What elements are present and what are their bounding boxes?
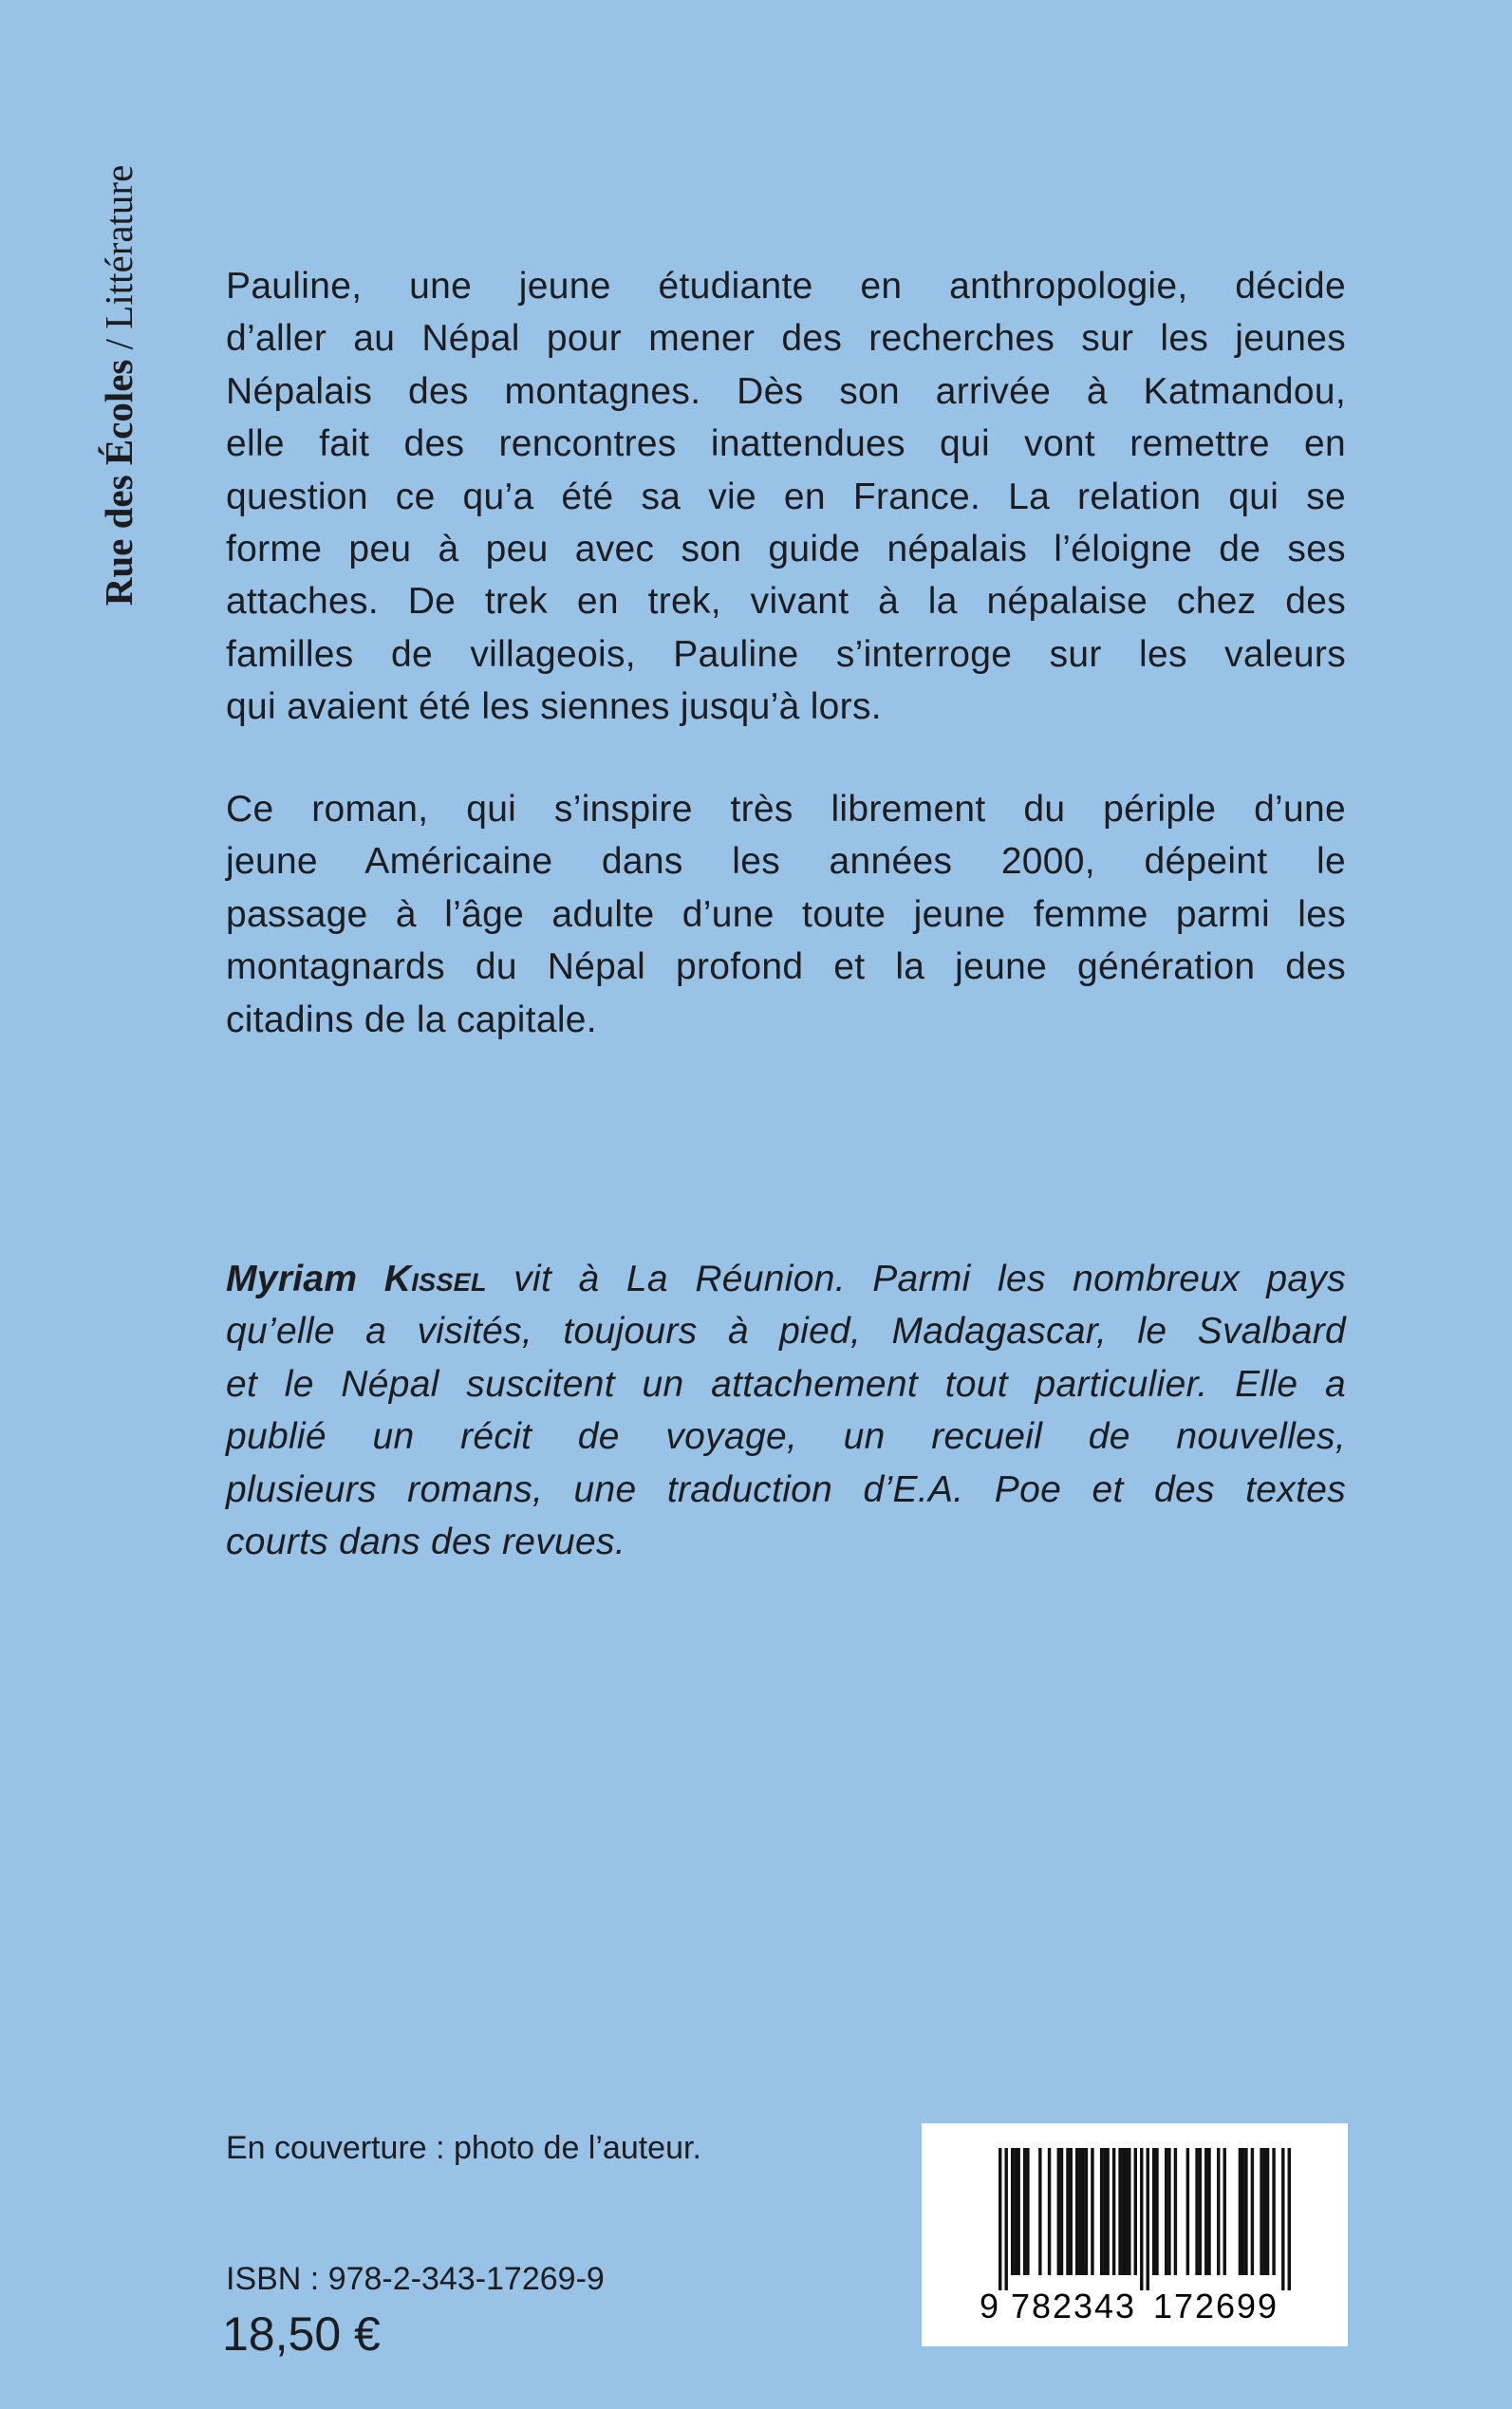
barcode-bar <box>1140 2148 1143 2290</box>
barcode-bar <box>1100 2148 1103 2275</box>
author-bio <box>226 1253 1346 1568</box>
barcode-bar <box>1147 2148 1149 2290</box>
text-line: Pauline, une jeune étudiante en anthropologie, décide <box>226 266 1346 307</box>
barcode-bar <box>1103 2148 1106 2275</box>
author-last-name: Kissel <box>383 1259 487 1299</box>
barcode-bar <box>1122 2148 1125 2275</box>
barcode-right-digits: 172699 <box>1153 2287 1277 2325</box>
barcode-bar <box>1241 2148 1244 2275</box>
text-line: question ce qu’a été sa vie en France. La relation qui se <box>226 476 1346 517</box>
barcode-bar <box>1075 2148 1078 2275</box>
barcode-bar <box>1288 2148 1291 2290</box>
barcode-bar <box>1152 2148 1155 2275</box>
barcode-bar <box>1260 2148 1262 2275</box>
spine-collection-title <box>96 165 141 607</box>
barcode <box>922 2123 1348 2346</box>
text-line: plusieurs romans, une traduction d’E.A. Poe et des textes <box>226 1468 1346 1510</box>
barcode-bar <box>1204 2148 1207 2275</box>
barcode-bar <box>1070 2148 1073 2275</box>
barcode-bar <box>1081 2148 1084 2275</box>
barcode-bar <box>1014 2148 1017 2275</box>
isbn: ISBN : 978-2-343-17269-9 <box>226 2261 605 2297</box>
text-line: jeune Américaine dans les années 2000, dépeint le <box>226 841 1346 883</box>
barcode-bar <box>1066 2148 1069 2275</box>
text-line: citadins de la capitale. <box>226 999 597 1040</box>
text-line: montagnards du Népal profond et la jeune génération des <box>226 946 1346 988</box>
barcode-bar <box>1239 2148 1241 2275</box>
barcode-bar <box>1263 2148 1266 2275</box>
barcode-bar <box>1281 2148 1284 2290</box>
barcode-bar <box>1091 2148 1093 2275</box>
text-line: Népalais des montagnes. Dès son arrivée à Katmandou, <box>226 370 1346 412</box>
barcode-bar <box>1057 2148 1060 2275</box>
barcode-bar <box>1266 2148 1269 2275</box>
barcode-bar <box>1244 2148 1247 2275</box>
barcode-bar <box>1017 2148 1019 2275</box>
barcode-bar <box>1207 2148 1210 2275</box>
barcode-bar <box>1106 2148 1109 2275</box>
author-first-name: Myriam <box>226 1259 358 1299</box>
barcode-bar <box>1195 2148 1198 2275</box>
text-line: attaches. De trek en trek, vivant à la népalaise chez des <box>226 581 1346 623</box>
barcode-bar <box>1112 2148 1115 2275</box>
text-line: forme peu à peu avec son guide népalais l’éloigne de ses <box>226 528 1346 570</box>
text-line: Ce roman, qui s’inspire très librement du périple d’une <box>226 789 1346 830</box>
barcode-bar <box>1217 2148 1220 2275</box>
text-line: publié un récit de voyage, un recueil de nouvelles, <box>226 1416 1346 1458</box>
synopsis-paragraph-1 <box>226 260 1346 734</box>
synopsis-paragraph-2 <box>226 783 1346 1046</box>
text-line: et le Népal suscitent un attachement tout particulier. Elle a <box>226 1363 1346 1405</box>
barcode-bar <box>1251 2148 1254 2275</box>
text-line: familles de villageois, Pauline s’interroge sur les valeurs <box>226 633 1346 675</box>
barcode-bar <box>1004 2148 1007 2290</box>
barcode-bar <box>1223 2148 1226 2275</box>
barcode-bar <box>1165 2148 1167 2275</box>
barcode-bar <box>1085 2148 1088 2275</box>
text-line: courts dans des revues. <box>226 1521 625 1562</box>
barcode-bar <box>1155 2148 1158 2275</box>
barcode-bar <box>1134 2148 1137 2275</box>
text-line: d’aller au Népal pour mener des recherches sur les jeunes <box>226 318 1346 360</box>
price: 18,50 € <box>222 2307 381 2361</box>
text-line: elle fait des rencontres inattendues qui vont remettre en <box>226 423 1346 465</box>
separator: / <box>97 328 140 360</box>
barcode-bar <box>999 2148 1001 2290</box>
barcode-graphic <box>922 2123 1348 2346</box>
category-name: Littérature <box>97 164 140 329</box>
barcode-bar <box>1118 2148 1121 2275</box>
barcode-bar <box>1186 2148 1189 2275</box>
barcode-left-digits: 782343 <box>1011 2287 1134 2325</box>
barcode-bar <box>1272 2148 1275 2275</box>
text-line: qu’elle a visités, toujours à pied, Madagascar, le Svalbard <box>226 1311 1346 1353</box>
text-line <box>226 1253 1346 1305</box>
text-fragment: vit à La Réunion. Parmi les nombreux pays <box>486 1259 1346 1299</box>
barcode-bar <box>1011 2148 1014 2275</box>
barcode-bar <box>1048 2148 1051 2275</box>
barcode-bar <box>1038 2148 1041 2275</box>
barcode-bar <box>1125 2148 1128 2275</box>
barcode-bar <box>1128 2148 1130 2275</box>
cover-credit: En couverture : photo de l’auteur. <box>226 2130 701 2166</box>
text-line: qui avaient été les siennes jusqu’à lors. <box>226 686 882 728</box>
barcode-bar <box>1199 2148 1202 2275</box>
barcode-bar <box>1174 2148 1177 2275</box>
collection-name: Rue des Écoles <box>97 359 140 607</box>
barcode-first-digit: 9 <box>979 2287 999 2325</box>
text-line: passage à l’âge adulte d’une toute jeune femme parmi les <box>226 893 1346 935</box>
barcode-bar <box>1078 2148 1081 2275</box>
barcode-bar <box>1023 2148 1026 2275</box>
barcode-bar <box>1060 2148 1063 2275</box>
barcode-bar <box>1167 2148 1170 2275</box>
barcode-bar <box>1026 2148 1029 2275</box>
